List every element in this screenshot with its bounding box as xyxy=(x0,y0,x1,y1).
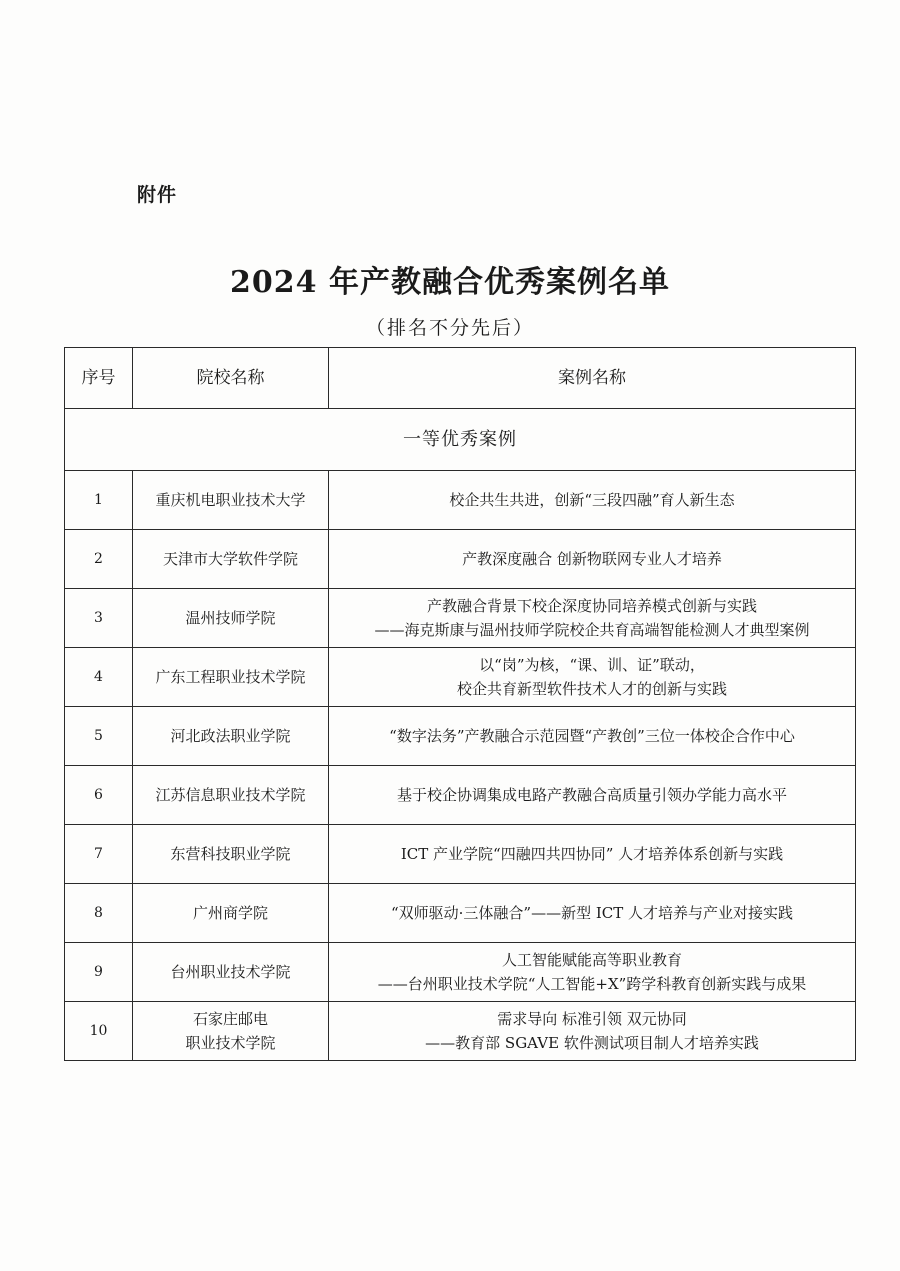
table-row xyxy=(65,589,856,648)
case-name-line: 需求导向 标准引领 双元协同 xyxy=(497,1010,687,1028)
case-name-line: 基于校企协调集成电路产教融合高质量引领办学能力高水平 xyxy=(396,786,787,804)
school-name-line: 天津市大学软件学院 xyxy=(162,550,298,568)
school-name xyxy=(133,707,329,766)
table-row xyxy=(65,766,856,825)
table-row xyxy=(65,825,856,884)
school-name xyxy=(133,471,329,530)
school-name xyxy=(133,825,329,884)
case-name-line: 校企共生共进，创新“三段四融”育人新生态 xyxy=(449,491,735,509)
section-title: 一等优秀案例 xyxy=(65,409,856,471)
school-name-line: 东营科技职业学院 xyxy=(170,845,291,863)
row-number: 6 xyxy=(65,766,133,825)
case-name-line: “双师驱动·三体融合”——新型 ICT 人才培养与产业对接实践 xyxy=(390,904,794,922)
row-number: 4 xyxy=(65,648,133,707)
header-case: 案例名称 xyxy=(329,348,856,409)
table-row xyxy=(65,707,856,766)
row-number: 8 xyxy=(65,884,133,943)
row-number: 10 xyxy=(65,1002,133,1061)
case-name xyxy=(329,1002,856,1061)
header-school: 院校名称 xyxy=(133,348,329,409)
case-name xyxy=(329,825,856,884)
case-name xyxy=(329,943,856,1002)
school-name xyxy=(133,766,329,825)
school-name-line: 台州职业技术学院 xyxy=(170,963,291,981)
school-name-line: 石家庄邮电 xyxy=(192,1010,268,1028)
document-subtitle: （排名不分先后） xyxy=(365,317,534,339)
table-row xyxy=(65,943,856,1002)
case-name xyxy=(329,648,856,707)
case-name xyxy=(329,471,856,530)
school-name-line: 温州技师学院 xyxy=(185,609,276,627)
school-name-line: 职业技术学院 xyxy=(185,1034,276,1052)
school-name xyxy=(133,943,329,1002)
school-name xyxy=(133,530,329,589)
case-name xyxy=(329,884,856,943)
school-name-line: 重庆机电职业技术大学 xyxy=(155,491,306,509)
case-name-line: ——海克斯康与温州技师学院校企共育高端智能检测人才典型案例 xyxy=(374,621,810,639)
header-no: 序号 xyxy=(65,348,133,409)
case-name-line: “数字法务”产教融合示范园暨“产教创”三位一体校企合作中心 xyxy=(389,727,795,745)
case-name xyxy=(329,707,856,766)
case-name-line: 人工智能赋能高等职业教育 xyxy=(501,951,682,969)
school-name xyxy=(133,884,329,943)
case-name-line: 校企共育新型软件技术人才的创新与实践 xyxy=(456,680,727,698)
table-row xyxy=(65,471,856,530)
row-number: 3 xyxy=(65,589,133,648)
case-name xyxy=(329,589,856,648)
case-name-line: ICT 产业学院“四融四共四协同” 人才培养体系创新与实践 xyxy=(400,845,784,863)
school-name xyxy=(133,589,329,648)
row-number: 9 xyxy=(65,943,133,1002)
school-name-line: 广州商学院 xyxy=(192,904,268,922)
table-row xyxy=(65,884,856,943)
school-name-line: 江苏信息职业技术学院 xyxy=(155,786,306,804)
row-number: 2 xyxy=(65,530,133,589)
school-name xyxy=(133,1002,329,1061)
case-list-table xyxy=(64,347,856,1061)
case-name-line: ——台州职业技术学院“人工智能+X”跨学科教育创新实践与成果 xyxy=(377,975,807,993)
case-name xyxy=(329,766,856,825)
school-name xyxy=(133,648,329,707)
case-name-line: ——教育部 SGAVE 软件测试项目制人才培养实践 xyxy=(425,1034,759,1052)
row-number: 5 xyxy=(65,707,133,766)
table-row xyxy=(65,1002,856,1061)
school-name-line: 河北政法职业学院 xyxy=(170,727,291,745)
row-number: 1 xyxy=(65,471,133,530)
table-row xyxy=(65,648,856,707)
case-name-line: 以“岗”为核，“课、训、证”联动， xyxy=(479,656,705,674)
school-name-line: 广东工程职业技术学院 xyxy=(155,668,306,686)
table-body xyxy=(65,409,856,1061)
attachment-label: 附件 xyxy=(137,184,178,206)
case-name-line: 产教融合背景下校企深度协同培养模式创新与实践 xyxy=(426,597,757,615)
table-row xyxy=(65,530,856,589)
case-name xyxy=(329,530,856,589)
document-title: 2024 年产教融合优秀案例名单 xyxy=(230,265,670,300)
case-name-line: 产教深度融合 创新物联网专业人才培养 xyxy=(462,550,722,568)
section-row xyxy=(65,409,856,471)
table-header-row xyxy=(65,348,856,409)
row-number: 7 xyxy=(65,825,133,884)
